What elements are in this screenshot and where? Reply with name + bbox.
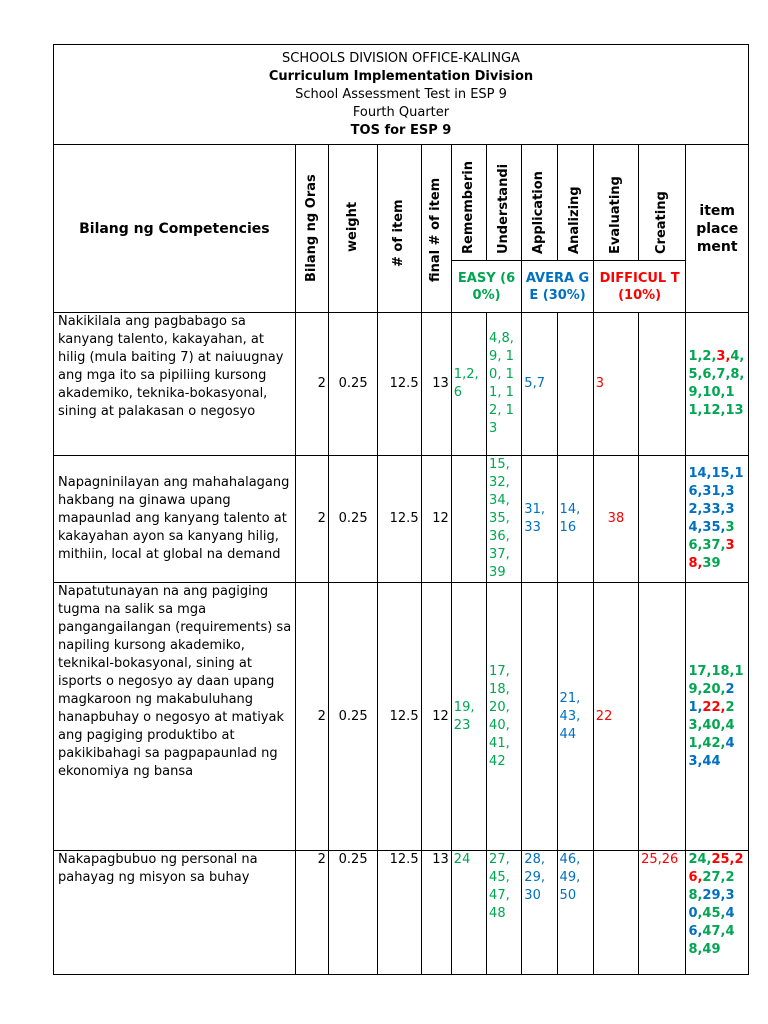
evaluating-cell xyxy=(593,851,638,975)
creating-cell xyxy=(639,456,686,583)
placement-part: 14,15,16,31,32,33,34,35, xyxy=(688,466,744,535)
placement-part: 22, xyxy=(702,699,726,715)
col-remembering xyxy=(451,145,486,261)
col-oras-label: Bilang ng Oras xyxy=(303,174,319,282)
placement-part: ,45, xyxy=(697,906,726,921)
placement-part: 27,28, xyxy=(688,870,735,903)
table-row xyxy=(54,313,749,456)
table-row xyxy=(54,851,749,975)
col-final-items-label: final # of item xyxy=(428,177,444,282)
weight-cell: 0.25 xyxy=(328,583,377,851)
col-items xyxy=(378,145,421,313)
competency-cell: Napagninilayan ang mahahalagang hakbang na ginawa upang mapaunlad ang kanyang talento at kakayahan ayon sa kanyang hilig, mithiin, local at global na demand xyxy=(54,456,296,583)
header-test-title: School Assessment Test in ESP 9 xyxy=(295,87,507,102)
final-items-cell: 13 xyxy=(421,313,451,456)
col-analyzing-label: Analizing xyxy=(567,186,583,254)
placement-cell xyxy=(686,456,749,583)
analyzing-cell: 14, 16 xyxy=(557,456,593,583)
col-final-items xyxy=(421,145,451,313)
tos-table xyxy=(53,44,749,975)
remembering-cell xyxy=(451,456,486,583)
col-remembering-label: Rememberin xyxy=(460,161,476,254)
column-header-row xyxy=(54,145,749,261)
col-analyzing xyxy=(557,145,593,261)
analyzing-cell xyxy=(557,313,593,456)
oras-cell: 2 xyxy=(295,851,328,975)
placement-part: 24, xyxy=(688,852,712,867)
understanding-cell: 4,8,9, 10, 11, 12, 13 xyxy=(487,313,522,456)
final-items-cell: 13 xyxy=(421,851,451,975)
analyzing-cell: 21, 43, 44 xyxy=(557,583,593,851)
placement-cell xyxy=(686,851,749,975)
document-header xyxy=(54,45,749,145)
col-placement: item place ment xyxy=(686,145,749,313)
header-tos: TOS for ESP 9 xyxy=(350,123,452,138)
placement-part: 23,40,41,42, xyxy=(688,699,735,751)
header-office: SCHOOLS DIVISION OFFICE-KALINGA xyxy=(282,51,520,66)
col-evaluating-label: Evaluating xyxy=(607,176,623,254)
col-oras xyxy=(295,145,328,313)
creating-cell: 25,26 xyxy=(639,851,686,975)
level-difficult: DIFFICUL T (10%) xyxy=(593,261,686,313)
placement-part: 3, xyxy=(716,349,731,364)
oras-cell: 2 xyxy=(295,456,328,583)
placement-part: 39 xyxy=(702,556,721,571)
oras-cell: 2 xyxy=(295,583,328,851)
placement-part: 25,26, xyxy=(688,852,744,885)
application-cell: 5,7 xyxy=(522,313,557,456)
creating-cell xyxy=(639,313,686,456)
placement-part: 4,5,6,7,8,9,10,11,12,13 xyxy=(688,349,745,418)
evaluating-cell: 22 xyxy=(593,583,638,851)
placement-part: 21, xyxy=(688,681,735,715)
placement-part: 1,2, xyxy=(688,349,717,364)
placement-cell xyxy=(686,313,749,456)
level-average: AVERA GE (30%) xyxy=(522,261,594,313)
final-items-cell: 12 xyxy=(421,456,451,583)
creating-cell xyxy=(639,583,686,851)
placement-part: 36,37, xyxy=(688,520,735,553)
col-weight xyxy=(328,145,377,313)
placement-part: 29,30 xyxy=(688,888,735,921)
items-cell: 12.5 xyxy=(378,583,421,851)
col-understanding-label: Understandi xyxy=(496,163,512,254)
placement-cell xyxy=(686,583,749,851)
col-creating-label: Creating xyxy=(654,191,670,254)
level-easy: EASY (60%) xyxy=(451,261,522,313)
weight-cell: 0.25 xyxy=(328,456,377,583)
evaluating-cell: 38 xyxy=(593,456,638,583)
competency-cell: Napatutunayan na ang pagiging tugma na salik sa mga pangangailangan (requirements) sa napiling kursong akademiko, teknikal-bokasyonal, sining at isports o negosyo ay daan upang magkaroon ng makabuluhang hanapbuhay o negosyo at matiyak ang pagiging produktibo at pakikibahagi sa pagpapaunlad ng ekonomiya ng bansa xyxy=(54,583,296,851)
col-items-label: # of item xyxy=(391,199,407,267)
document-header-row xyxy=(54,45,749,145)
placement-part: 17,18,19,20, xyxy=(688,663,744,697)
col-evaluating xyxy=(593,145,638,261)
items-cell: 12.5 xyxy=(378,456,421,583)
application-cell: 28, 29, 30 xyxy=(522,851,557,975)
col-application xyxy=(522,145,557,261)
col-weight-label: weight xyxy=(345,201,361,252)
placement-part: 38, xyxy=(688,538,735,571)
remembering-cell: 19, 23 xyxy=(451,583,486,851)
final-items-cell: 12 xyxy=(421,583,451,851)
evaluating-cell: 3 xyxy=(593,313,638,456)
table-row xyxy=(54,456,749,583)
understanding-cell: 27, 45, 47, 48 xyxy=(487,851,522,975)
col-understanding xyxy=(487,145,522,261)
table-row xyxy=(54,583,749,851)
col-competencies: Bilang ng Competencies xyxy=(54,145,296,313)
items-cell: 12.5 xyxy=(378,851,421,975)
oras-cell: 2 xyxy=(295,313,328,456)
col-creating xyxy=(639,145,686,261)
weight-cell: 0.25 xyxy=(328,851,377,975)
col-application-label: Application xyxy=(531,171,547,254)
application-cell: 31, 33 xyxy=(522,456,557,583)
weight-cell: 0.25 xyxy=(328,313,377,456)
placement-part: 43,44 xyxy=(688,735,735,769)
competency-cell: Nakikilala ang pagbabago sa kanyang talento, kakayahan, at hilig (mula baiting 7) at naiuugnay ang mga ito sa pipiliing kursong akademiko, teknika-bokasyonal, sining at palakasan o negosyo xyxy=(54,313,296,456)
competency-cell: Nakapagbubuo ng personal na pahayag ng misyon sa buhay xyxy=(54,851,296,975)
understanding-cell: 17, 18, 20, 40, 41, 42 xyxy=(487,583,522,851)
analyzing-cell: 46, 49, 50 xyxy=(557,851,593,975)
placement-part: 46, xyxy=(688,906,735,939)
application-cell xyxy=(522,583,557,851)
placement-part: 47,48,49 xyxy=(688,924,735,957)
header-division: Curriculum Implementation Division xyxy=(268,69,534,84)
items-cell: 12.5 xyxy=(378,313,421,456)
remembering-cell: 1,2,6 xyxy=(451,313,486,456)
tos-sheet xyxy=(53,44,749,975)
header-quarter: Fourth Quarter xyxy=(352,105,450,120)
remembering-cell: 24 xyxy=(451,851,486,975)
understanding-cell: 15, 32, 34, 35, 36, 37, 39 xyxy=(487,456,522,583)
